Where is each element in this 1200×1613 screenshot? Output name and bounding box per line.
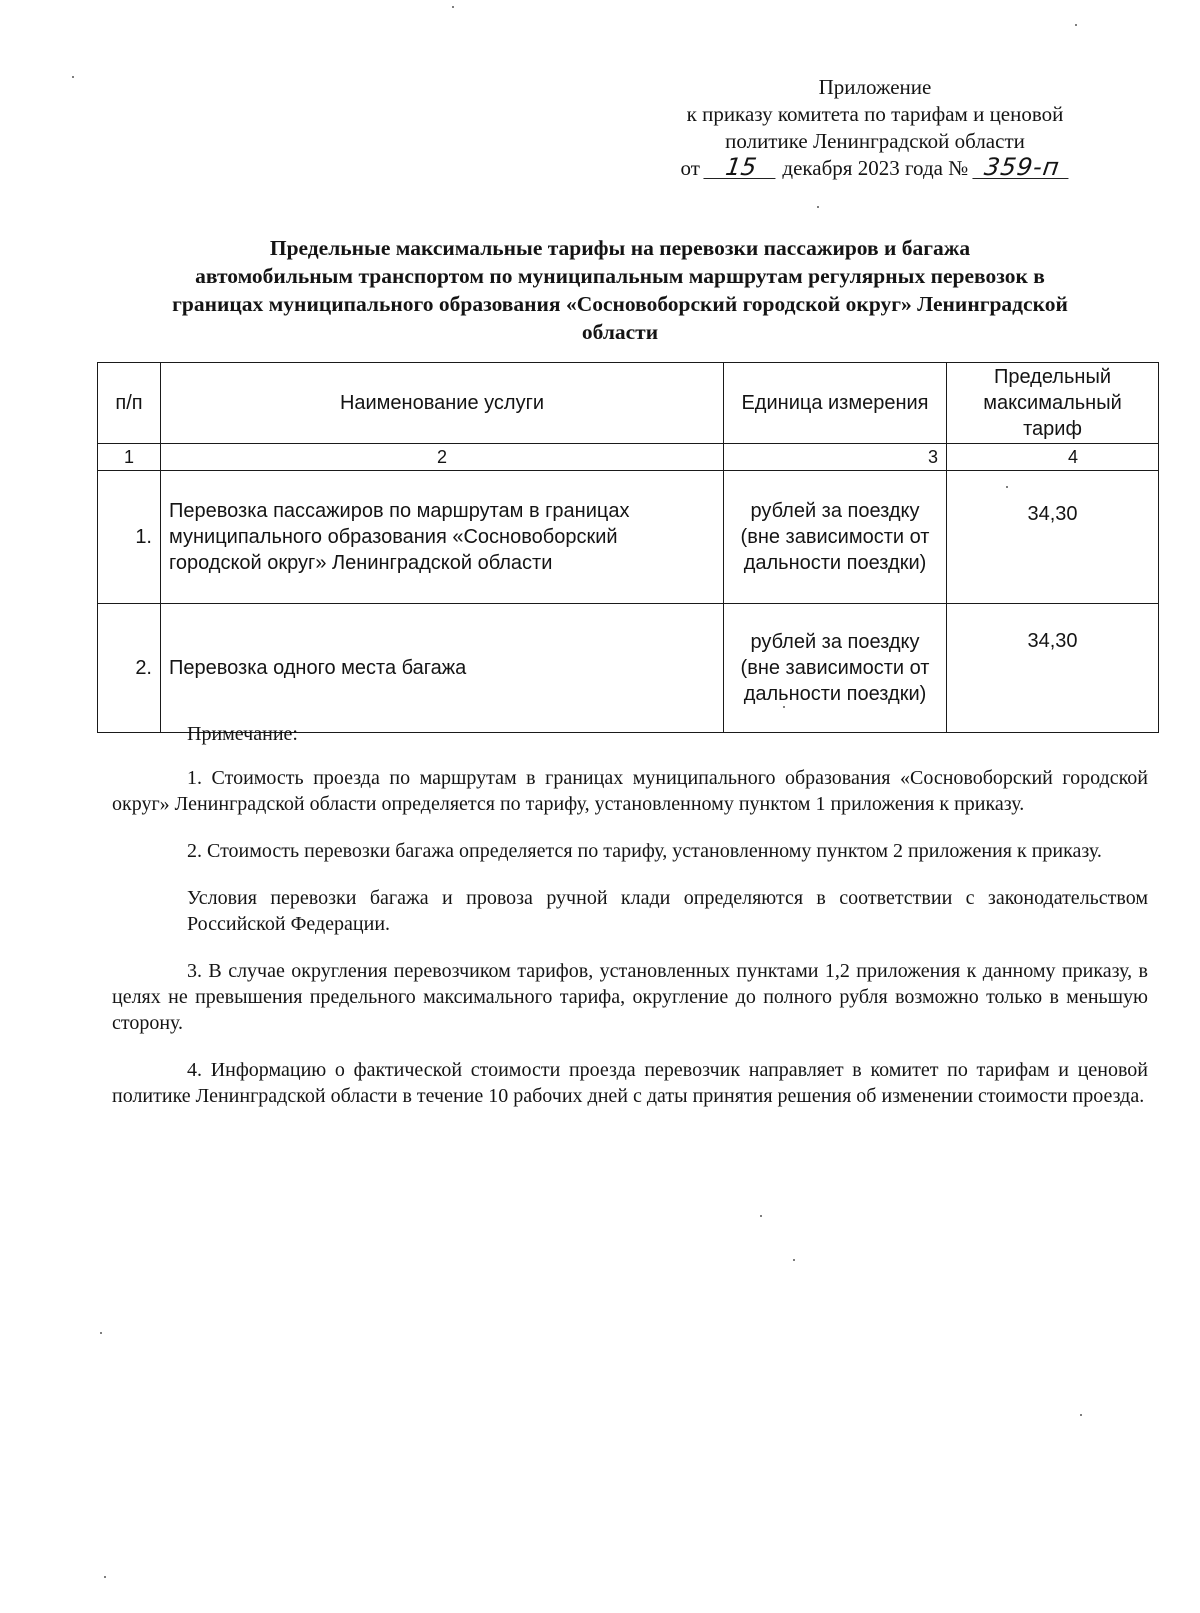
column-number: 4 (947, 444, 1159, 471)
note-item-2: 2. Стоимость перевозки багажа определяется по тарифу, установленному пунктом 2 приложения к приказу. (187, 840, 1102, 862)
document-title (100, 234, 1140, 346)
header-cell-tariff: Предельный максимальный тариф (947, 363, 1159, 444)
appendix-label: Приложение (818, 75, 932, 99)
table-row (98, 471, 1159, 604)
table-row (98, 604, 1159, 733)
scan-speck (1006, 486, 1008, 488)
appendix-order-ref: к приказу комитета по тарифам и ценовой (686, 102, 1064, 126)
note-item-4: 4. Информацию о фактической стоимости проезда перевозчик направляет в комитет по тарифам и ценовой политике Ленинградской области в течение 10 рабочих дней с даты принятия решения об изменении стоимости проезда. (112, 1059, 1148, 1107)
note-item-3: 3. В случае округления перевозчиком тарифов, установленных пунктами 1,2 приложения к данному приказу, в целях не превышения предельного максимального тарифа, округление до полного рубля возможно только в меньшую сторону. (112, 960, 1148, 1034)
column-number: 3 (724, 444, 947, 471)
header-cell-index: п/п (98, 363, 161, 444)
row-service: Перевозка одного места багажа (161, 604, 724, 733)
date-text: декабря 2023 года № (782, 156, 969, 180)
scan-speck (72, 76, 74, 78)
row-tariff: 34,30 (947, 604, 1159, 733)
column-number: 1 (98, 444, 161, 471)
scan-speck (783, 706, 785, 708)
row-unit: рублей за поездку (вне зависимости от дальности поездки) (724, 604, 947, 733)
scan-speck (760, 1215, 762, 1217)
table-header-row (98, 363, 1159, 444)
row-number: 1. (98, 471, 161, 604)
appendix-date-line (620, 155, 1130, 182)
scan-speck (104, 1576, 106, 1578)
appendix-committee: политике Ленинградской области (725, 129, 1025, 153)
date-prefix: от (680, 156, 700, 180)
title-line-4: области (581, 320, 659, 344)
header-cell-unit: Единица измерения (724, 363, 947, 444)
notes-section (112, 721, 1148, 1130)
title-line-1: Предельные максимальные тарифы на перевозки пассажиров и багажа (269, 236, 971, 260)
notes-heading: Примечание: (187, 723, 298, 745)
row-service: Перевозка пассажиров по маршрутам в границах муниципального образования «Сосновоборский городской округ» Ленинградской области (161, 471, 724, 604)
scan-speck (1075, 24, 1077, 26)
column-number: 2 (161, 444, 724, 471)
note-item-1: 1. Стоимость проезда по маршрутам в границах муниципального образования «Сосновоборский городской округ» Ленинградской области определяется по тарифу, установленному пунктом 1 приложения к приказу. (112, 767, 1148, 815)
table-column-numbers-row (98, 444, 1159, 471)
scan-speck (793, 1259, 795, 1261)
scan-speck (100, 1332, 102, 1334)
title-line-2: автомобильным транспортом по муниципальным маршрутам регулярных перевозок в (195, 264, 1045, 288)
row-unit: рублей за поездку (вне зависимости от дальности поездки) (724, 471, 947, 604)
header-cell-service: Наименование услуги (161, 363, 724, 444)
scan-speck (452, 6, 454, 8)
row-tariff: 34,30 (947, 471, 1159, 604)
scan-speck (1080, 1414, 1082, 1416)
tariff-table (97, 362, 1159, 733)
note-conditions: Условия перевозки багажа и провоза ручной клади определяются в соответствии с законодательством Российской Федерации. (187, 887, 1148, 935)
handwritten-order-number: 359-п (972, 156, 1071, 179)
scan-speck (817, 206, 819, 208)
handwritten-day: 15 (704, 156, 779, 179)
appendix-header (620, 74, 1130, 182)
row-number: 2. (98, 604, 161, 733)
title-line-3: границах муниципального образования «Сосновоборский городской округ» Ленинградской (172, 292, 1068, 316)
